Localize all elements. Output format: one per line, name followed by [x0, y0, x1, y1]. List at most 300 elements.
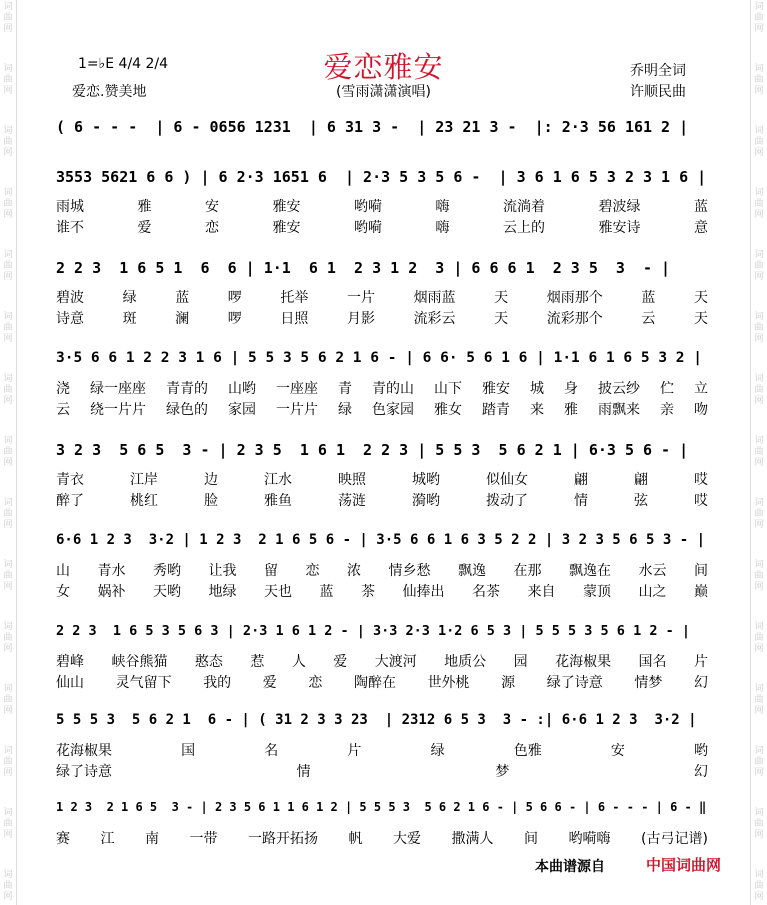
watermark-char: 网	[754, 396, 764, 406]
lyric-word: 似仙女	[486, 472, 528, 488]
watermark-char: 曲	[3, 385, 13, 395]
lyric-word: 青青的	[166, 381, 208, 397]
watermark-mark	[0, 372, 16, 434]
watermark-char: 词	[3, 684, 13, 694]
watermark-char: 网	[754, 148, 764, 158]
lyric-word: 片	[693, 654, 708, 670]
lyric-word: 情	[574, 493, 588, 509]
watermark-mark	[0, 124, 16, 186]
watermark-char: 曲	[3, 695, 13, 705]
lyric-word: 哟嗬	[354, 199, 382, 215]
lyric-word: 情	[296, 764, 311, 780]
lyric-word: 留	[264, 563, 278, 579]
watermark-char: 曲	[3, 881, 13, 891]
lyric-word: 爱	[333, 654, 348, 670]
lyric-word: 荡涟	[338, 493, 366, 509]
lyric-word: 源	[501, 675, 516, 691]
lyric-word: 家园	[228, 402, 256, 418]
lyric-word: 陶醉在	[353, 675, 396, 691]
lyric-word: 绿一座座	[90, 381, 146, 397]
site-name[interactable]: 中国词曲网	[646, 856, 722, 874]
lyrics-verse-1	[56, 740, 708, 760]
watermark-mark	[751, 806, 767, 868]
watermark-char: 曲	[754, 137, 764, 147]
lyrics-verse-1	[56, 560, 708, 580]
lyric-word: 托举	[280, 290, 309, 306]
lyrics-verse-2	[56, 490, 708, 510]
watermark-char: 曲	[754, 261, 764, 271]
watermark-char: 网	[3, 148, 13, 158]
lyric-word: 在那	[513, 563, 542, 579]
watermark-char: 网	[3, 582, 13, 592]
lyric-word: 赛	[56, 831, 70, 847]
watermark-char: 网	[3, 892, 13, 902]
watermark-mark	[0, 744, 16, 806]
lyric-word: 南	[145, 831, 159, 847]
lyrics-verse-1	[56, 469, 708, 489]
watermark-mark	[0, 558, 16, 620]
lyric-word: 映照	[338, 472, 366, 488]
source-label: 本曲谱源自	[535, 859, 605, 875]
lyric-word: 漪哟	[412, 493, 440, 509]
lyric-word: 雨飘来	[598, 402, 640, 418]
lyric-word: 翩	[574, 472, 588, 488]
watermark-char: 词	[754, 684, 764, 694]
watermark-char: 曲	[754, 633, 764, 643]
watermark-char: 网	[754, 272, 764, 282]
watermark-char: 词	[3, 436, 13, 446]
lyric-word: 帆	[348, 831, 363, 847]
lyric-word: 碧峰	[56, 654, 84, 670]
watermark-char: 网	[754, 334, 764, 344]
watermark-char: 网	[754, 210, 764, 220]
lyric-word: 国名	[638, 654, 667, 670]
lyric-word: 碧波绿	[598, 199, 641, 215]
lyrics-verse-2	[56, 217, 708, 237]
lyric-word: 哟嗬嗨	[568, 831, 611, 847]
watermark-char: 曲	[3, 199, 13, 209]
watermark-char: 网	[3, 210, 13, 220]
lyric-word: 踏青	[482, 402, 510, 418]
lyric-word: 恋	[205, 220, 219, 236]
watermark-mark	[751, 682, 767, 744]
notation-line: 1 2 3 2 1 6 5 3 - | 2 3 5 6 1 1 6 1 2 | 5 5 5 3 5 6 2 1 6 - | 5 6 6 - | 6 - - - | 6 - ‖	[56, 800, 707, 814]
watermark-mark	[751, 558, 767, 620]
lyric-word: 嗨	[435, 220, 450, 236]
lyric-word: 名茶	[472, 584, 500, 600]
notation-line: 2 2 3 1 6 5 3 5 6 3 | 2·3 1 6 1 2 - | 3·3 2·3 1·2 6 5 3 | 5 5 5 3 5 6 1 2 - |	[56, 623, 690, 639]
lyric-word: 大爱	[393, 831, 421, 847]
watermark-char: 曲	[754, 13, 764, 23]
lyric-word: 雨城	[56, 199, 84, 215]
lyric-word: 天	[693, 290, 708, 306]
watermark-char: 曲	[754, 695, 764, 705]
lyrics-verse-1	[56, 828, 708, 848]
lyric-word: 绕一片片	[90, 402, 146, 418]
lyrics-verse-2	[56, 308, 708, 328]
watermark-char: 曲	[754, 199, 764, 209]
lyrics-verse-2	[56, 672, 708, 692]
lyric-word: 诗意	[56, 311, 84, 327]
watermark-char: 词	[3, 188, 13, 198]
watermark-char: 词	[3, 64, 13, 74]
lyric-word: 间	[694, 563, 708, 579]
lyric-word: 绿	[430, 743, 445, 759]
watermark-char: 词	[754, 374, 764, 384]
watermark-char: 网	[3, 520, 13, 530]
lyric-word: 青水	[97, 563, 126, 579]
lyric-word: 安	[610, 743, 625, 759]
lyric-word: (古弓记谱)	[641, 831, 708, 847]
lyric-word: 来	[530, 402, 544, 418]
lyric-word: 山	[56, 563, 70, 579]
watermark-char: 词	[3, 312, 13, 322]
watermark-char: 词	[3, 2, 13, 12]
lyric-word: 一片片	[276, 402, 318, 418]
lyric-word: 烟雨蓝	[413, 290, 456, 306]
lyrics-verse-1	[56, 378, 708, 398]
lyric-word: 雅女	[434, 402, 462, 418]
watermark-char: 词	[3, 250, 13, 260]
lyric-word: 流淌着	[503, 199, 545, 215]
key-signature: 1=♭E 4/4 2/4	[78, 56, 169, 72]
song-subtitle: (雪雨潇潇演唱)	[336, 84, 431, 100]
lyric-word: 江	[100, 831, 115, 847]
watermark-char: 曲	[3, 571, 13, 581]
watermark-char: 曲	[3, 509, 13, 519]
lyric-word: 烟雨那个	[546, 290, 603, 306]
lyric-word: 啰	[227, 290, 242, 306]
lyric-word: 雅安	[272, 199, 301, 215]
watermark-char: 网	[754, 582, 764, 592]
lyric-word: 哎	[694, 493, 708, 509]
watermark-char: 网	[3, 830, 13, 840]
lyric-word: 意	[694, 220, 708, 236]
lyric-word: 伫	[660, 381, 674, 397]
lyric-word: 流彩那个	[546, 311, 603, 327]
lyric-word: 爱	[262, 675, 277, 691]
watermark-char: 词	[754, 808, 764, 818]
lyric-word: 仙捧出	[402, 584, 445, 600]
watermark-char: 网	[3, 768, 13, 778]
lyric-word: 云上的	[503, 220, 545, 236]
lyric-word: 恋	[308, 675, 323, 691]
watermark-mark	[0, 806, 16, 868]
notation-line: 3·5 6 6 1 2 2 3 1 6 | 5 5 3 5 6 2 1 6 - | 6 6· 5 6 1 6 | 1·1 6 1 6 5 3 2 |	[56, 350, 703, 366]
watermark-char: 网	[3, 396, 13, 406]
lyric-word: 地质公	[444, 654, 487, 670]
lyric-word: 谁不	[56, 220, 84, 236]
lyric-word: 绿	[122, 290, 137, 306]
lyric-word: 片	[347, 743, 362, 759]
lyric-word: 翩	[634, 472, 648, 488]
watermark-mark	[751, 186, 767, 248]
lyric-word: 立	[694, 381, 708, 397]
lyric-word: 撒满人	[451, 831, 494, 847]
lyric-word: 仙山	[56, 675, 84, 691]
watermark-char: 曲	[3, 323, 13, 333]
lyric-word: 幻	[693, 675, 708, 691]
watermark-char: 网	[3, 272, 13, 282]
lyric-word: 青	[338, 381, 352, 397]
lyric-word: 脸	[204, 493, 218, 509]
lyrics-verse-2	[56, 399, 708, 419]
lyric-word: 大渡河	[374, 654, 417, 670]
lyric-word: 哟嗬	[354, 220, 382, 236]
notation-line: 2 2 3 1 6 5 1 6 6 | 1·1 6 1 2 3 1 2 3 | 6 6 6 1 2 3 5 3 - |	[56, 259, 671, 277]
watermark-char: 词	[754, 2, 764, 12]
watermark-char: 网	[754, 520, 764, 530]
watermark-char: 曲	[3, 819, 13, 829]
lyric-word: 哎	[694, 472, 708, 488]
lyric-word: 月影	[346, 311, 375, 327]
lyrics-verse-1	[56, 287, 708, 307]
song-title: 爱恋雅安	[323, 50, 444, 84]
notation-line: 5 5 5 3 5 6 2 1 6 - | ( 31 2 3 3 23 | 2312 6 5 3 3 - :| 6·6 1 2 3 3·2 |	[56, 712, 697, 728]
lyric-word: 吻	[694, 402, 708, 418]
lyric-word: 情乡愁	[388, 563, 431, 579]
lyric-word: 蓝	[694, 199, 708, 215]
watermark-char: 词	[754, 436, 764, 446]
lyric-word: 人	[291, 654, 306, 670]
lyric-word: 梦	[495, 764, 510, 780]
watermark-char: 网	[3, 24, 13, 34]
watermark-char: 网	[3, 644, 13, 654]
watermark-char: 词	[754, 870, 764, 880]
lyric-word: 亲	[660, 402, 674, 418]
watermark-char: 曲	[754, 881, 764, 891]
watermark-char: 网	[754, 24, 764, 34]
lyric-word: 山哟	[228, 381, 256, 397]
lyric-word: 国	[181, 743, 196, 759]
watermark-mark	[0, 186, 16, 248]
lyric-word: 灵气留下	[115, 675, 172, 691]
watermark-char: 曲	[3, 13, 13, 23]
watermark-char: 网	[754, 892, 764, 902]
lyric-word: 花海椒果	[555, 654, 612, 670]
watermark-char: 曲	[754, 447, 764, 457]
lyric-word: 绿	[338, 402, 352, 418]
lyric-word: 青的山	[372, 381, 414, 397]
notation-line: 6·6 1 2 3 3·2 | 1 2 3 2 1 6 5 6 - | 3·5 6 6 1 6 3 5 2 2 | 3 2 3 5 6 5 3 - |	[56, 532, 706, 548]
watermark-char: 词	[754, 498, 764, 508]
watermark-char: 网	[3, 334, 13, 344]
watermark-char: 曲	[3, 75, 13, 85]
watermark-char: 曲	[3, 757, 13, 767]
lyric-word: 绿色的	[166, 402, 208, 418]
notation-line: 3553 5621 6 6 ) | 6 2·3 1651 6 | 2·3 5 3 5 6 - | 3 6 1 6 5 3 2 3 1 6 |	[56, 168, 707, 186]
watermark-char: 网	[754, 644, 764, 654]
watermark-char: 词	[754, 64, 764, 74]
watermark-char: 词	[3, 126, 13, 136]
lyric-word: 城哟	[412, 472, 440, 488]
watermark-char: 网	[754, 458, 764, 468]
watermark-char: 曲	[754, 571, 764, 581]
watermark-char: 曲	[754, 323, 764, 333]
lyrics-verse-2	[56, 761, 708, 781]
lyric-word: 世外桃	[427, 675, 470, 691]
lyric-word: 天	[693, 311, 708, 327]
lyric-word: 恋	[305, 563, 320, 579]
watermark-mark	[751, 310, 767, 372]
lyric-word: 醉了	[56, 493, 84, 509]
right-watermark-strip	[750, 0, 767, 905]
watermark-char: 曲	[754, 757, 764, 767]
lyric-word: 色雅	[513, 743, 542, 759]
lyric-word: 山下	[434, 381, 462, 397]
watermark-char: 词	[754, 126, 764, 136]
watermark-mark	[751, 620, 767, 682]
lyric-word: 雅	[564, 402, 578, 418]
lyric-word: 斑	[122, 311, 137, 327]
watermark-char: 曲	[754, 75, 764, 85]
lyric-word: 蒙顶	[583, 584, 611, 600]
watermark-char: 词	[754, 622, 764, 632]
watermark-char: 网	[3, 86, 13, 96]
lyrics-verse-1	[56, 196, 708, 216]
lyric-word: 披云纱	[598, 381, 640, 397]
watermark-char: 词	[754, 250, 764, 260]
watermark-char: 曲	[3, 633, 13, 643]
lyric-word: 边	[204, 472, 218, 488]
lyric-word: 江岸	[130, 472, 158, 488]
watermark-char: 词	[754, 746, 764, 756]
watermark-mark	[751, 248, 767, 310]
watermark-char: 曲	[754, 385, 764, 395]
watermark-char: 词	[3, 374, 13, 384]
lyrics-verse-1	[56, 651, 708, 671]
lyric-word: 色家园	[372, 402, 414, 418]
lyric-word: 秀哟	[153, 563, 181, 579]
lyric-word: 天也	[264, 584, 292, 600]
lyric-word: 澜	[175, 311, 190, 327]
lyric-word: 巅	[694, 584, 708, 600]
lyric-word: 一路开拓扬	[248, 831, 318, 847]
watermark-char: 网	[3, 706, 13, 716]
lyric-word: 绿了诗意	[546, 675, 603, 691]
left-watermark-strip	[0, 0, 17, 905]
watermark-char: 词	[3, 622, 13, 632]
lyric-word: 雅安	[272, 220, 301, 236]
lyric-word: 蓝	[641, 290, 656, 306]
watermark-mark	[751, 744, 767, 806]
lyric-word: 城	[530, 381, 544, 397]
watermark-char: 词	[3, 746, 13, 756]
lyric-word: 雅鱼	[264, 493, 292, 509]
lyric-word: 雅	[137, 199, 152, 215]
watermark-char: 词	[3, 560, 13, 570]
watermark-mark	[0, 434, 16, 496]
lyric-word: 憨态	[194, 654, 223, 670]
watermark-mark	[751, 496, 767, 558]
lyric-word: 娲补	[97, 584, 126, 600]
lyric-word: 幻	[693, 764, 708, 780]
lyric-word: 一座座	[276, 381, 318, 397]
lyric-word: 日照	[280, 311, 309, 327]
lyric-word: 我的	[203, 675, 232, 691]
lyric-word: 蓝	[175, 290, 190, 306]
lyric-word: 女	[56, 584, 70, 600]
lyric-word: 茶	[361, 584, 375, 600]
watermark-char: 曲	[3, 447, 13, 457]
lyric-word: 云	[56, 402, 70, 418]
lyric-word: 地绿	[208, 584, 237, 600]
lyric-word: 嗨	[435, 199, 450, 215]
lyric-word: 浇	[56, 381, 70, 397]
lyric-word: 浓	[347, 563, 361, 579]
watermark-char: 曲	[754, 509, 764, 519]
lyric-word: 飘逸	[458, 563, 486, 579]
lyric-word: 园	[513, 654, 528, 670]
watermark-char: 网	[754, 830, 764, 840]
watermark-char: 词	[3, 498, 13, 508]
lyric-word: 绿了诗意	[56, 764, 112, 780]
lyric-word: 啰	[227, 311, 242, 327]
lyric-word: 来自	[527, 584, 556, 600]
lyric-word: 天哟	[153, 584, 181, 600]
watermark-char: 词	[754, 560, 764, 570]
notation-line: ( 6 - - - | 6 - 0656 1231 | 6 31 3 - | 23 21 3 - |: 2·3 56 161 2 |	[56, 118, 689, 136]
watermark-mark	[0, 620, 16, 682]
lyric-word: 雅安	[482, 381, 510, 397]
lyric-word: 天	[494, 311, 509, 327]
lyric-word: 惹	[250, 654, 265, 670]
lyric-word: 安	[205, 199, 219, 215]
watermark-char: 词	[3, 808, 13, 818]
watermark-mark	[0, 310, 16, 372]
lyric-word: 碧波	[56, 290, 84, 306]
lyric-word: 水云	[638, 563, 667, 579]
lyric-word: 雅安诗	[598, 220, 641, 236]
lyric-word: 弦	[634, 493, 648, 509]
watermark-char: 网	[3, 458, 13, 468]
watermark-char: 曲	[3, 137, 13, 147]
lyrics-verse-2	[56, 581, 708, 601]
lyric-word: 爱	[137, 220, 152, 236]
watermark-mark	[751, 124, 767, 186]
style-marking: 爱恋.赞美地	[72, 84, 147, 100]
lyric-word: 拨动了	[486, 493, 528, 509]
watermark-char: 网	[754, 706, 764, 716]
lyricist: 乔明全词	[630, 63, 686, 79]
lyric-word: 一带	[189, 831, 218, 847]
lyric-word: 情梦	[634, 675, 663, 691]
lyric-word: 桃红	[130, 493, 158, 509]
lyric-word: 天	[494, 290, 509, 306]
watermark-mark	[0, 248, 16, 310]
lyric-word: 飘逸在	[569, 563, 611, 579]
watermark-char: 曲	[3, 261, 13, 271]
watermark-char: 词	[754, 312, 764, 322]
notation-line: 3 2 3 5 6 5 3 - | 2 3 5 1 6 1 2 2 3 | 5 5 3 5 6 2 1 | 6·3 5 6 - |	[56, 441, 689, 459]
lyric-word: 蓝	[319, 584, 334, 600]
lyric-word: 身	[564, 381, 578, 397]
lyric-word: 名	[264, 743, 279, 759]
lyric-word: 让我	[208, 563, 237, 579]
composer: 许顺民曲	[630, 84, 686, 100]
watermark-mark	[751, 372, 767, 434]
watermark-char: 曲	[754, 819, 764, 829]
watermark-mark	[0, 496, 16, 558]
lyric-word: 峡谷熊猫	[111, 654, 168, 670]
lyric-word: 哟	[693, 743, 708, 759]
lyric-word: 云	[641, 311, 656, 327]
watermark-mark	[0, 682, 16, 744]
watermark-char: 词	[754, 188, 764, 198]
watermark-mark	[751, 434, 767, 496]
watermark-char: 网	[754, 86, 764, 96]
lyric-word: 花海椒果	[56, 743, 112, 759]
